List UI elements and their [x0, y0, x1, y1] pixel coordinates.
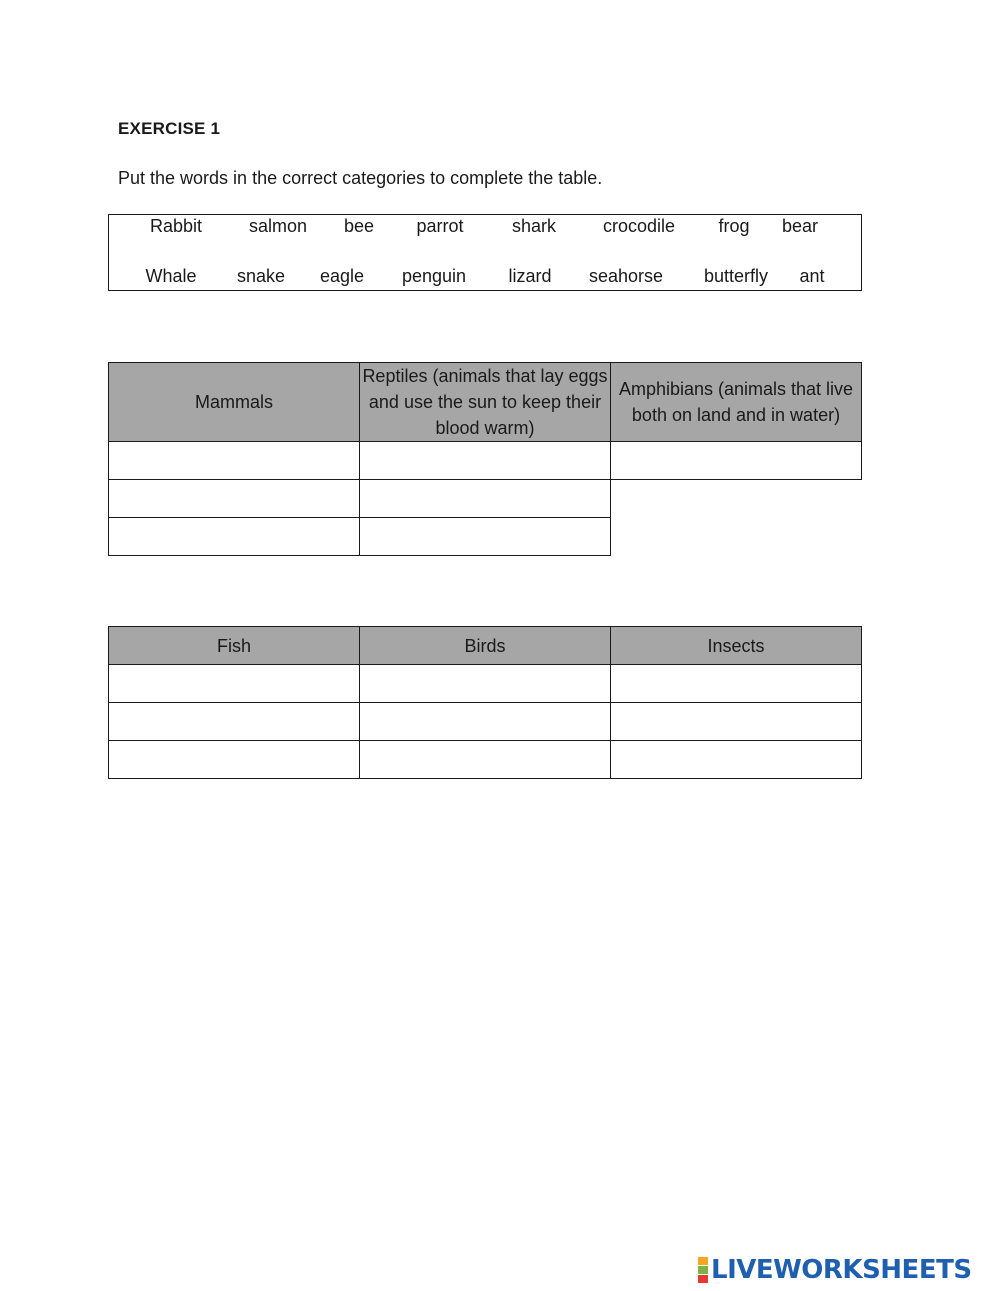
- header-birds: Birds: [360, 627, 611, 665]
- table-row: [109, 703, 862, 741]
- header-insects: Insects: [611, 627, 862, 665]
- word-bank-item[interactable]: frog: [718, 216, 750, 236]
- instruction-text: Put the words in the correct categories to complete the table.: [118, 168, 603, 188]
- word-bank-item[interactable]: crocodile: [602, 216, 676, 236]
- answer-cell-insects[interactable]: [611, 703, 862, 741]
- word-bank-item[interactable]: ant: [799, 266, 825, 286]
- word-bank-item[interactable]: penguin: [401, 266, 467, 286]
- header-fish: Fish: [109, 627, 360, 665]
- liveworksheets-logo: [698, 1255, 972, 1285]
- word-bank-item[interactable]: butterfly: [703, 266, 769, 286]
- answer-cell-birds[interactable]: [360, 703, 611, 741]
- word-bank-item[interactable]: parrot: [416, 216, 464, 236]
- answer-cell-reptiles[interactable]: [360, 442, 611, 480]
- word-bank-item[interactable]: lizard: [508, 266, 552, 286]
- answer-cell-insects[interactable]: [611, 665, 862, 703]
- empty-space: [611, 480, 862, 518]
- answer-cell-fish[interactable]: [109, 665, 360, 703]
- word-bank-item[interactable]: bee: [343, 216, 375, 236]
- exercise-title: EXERCISE 1: [118, 119, 221, 138]
- category-table-1: [108, 362, 862, 556]
- table-row: [109, 442, 862, 480]
- answer-cell-reptiles[interactable]: [360, 480, 611, 518]
- answer-cell-mammals[interactable]: [109, 518, 360, 556]
- table-row: [109, 665, 862, 703]
- answer-cell-fish[interactable]: [109, 703, 360, 741]
- logo-text: LIVEWORKSHEETS: [711, 1255, 972, 1285]
- answer-cell-birds[interactable]: [360, 741, 611, 779]
- answer-cell-mammals[interactable]: [109, 480, 360, 518]
- answer-cell-fish[interactable]: [109, 741, 360, 779]
- word-bank: [108, 214, 862, 291]
- table-row: [109, 741, 862, 779]
- table-row: [109, 480, 862, 518]
- word-bank-item[interactable]: bear: [781, 216, 819, 236]
- answer-cell-birds[interactable]: [360, 665, 611, 703]
- table-row: [109, 518, 862, 556]
- word-bank-item[interactable]: seahorse: [588, 266, 664, 286]
- logo-blocks-icon: [698, 1257, 708, 1283]
- empty-space: [611, 518, 862, 556]
- answer-cell-reptiles[interactable]: [360, 518, 611, 556]
- header-amphibians: Amphibians (animals that live both on land and in water): [611, 363, 862, 442]
- word-bank-item[interactable]: salmon: [248, 216, 308, 236]
- answer-cell-insects[interactable]: [611, 741, 862, 779]
- word-bank-item[interactable]: Whale: [145, 266, 197, 286]
- answer-cell-amphibians[interactable]: [611, 442, 862, 480]
- word-bank-item[interactable]: Rabbit: [149, 216, 203, 236]
- word-bank-item[interactable]: eagle: [319, 266, 365, 286]
- answer-cell-mammals[interactable]: [109, 442, 360, 480]
- header-reptiles: Reptiles (animals that lay eggs and use the sun to keep their blood warm): [360, 363, 611, 442]
- word-bank-item[interactable]: snake: [236, 266, 286, 286]
- word-bank-item[interactable]: shark: [511, 216, 557, 236]
- header-mammals: Mammals: [109, 363, 360, 442]
- category-table-2: [108, 626, 862, 779]
